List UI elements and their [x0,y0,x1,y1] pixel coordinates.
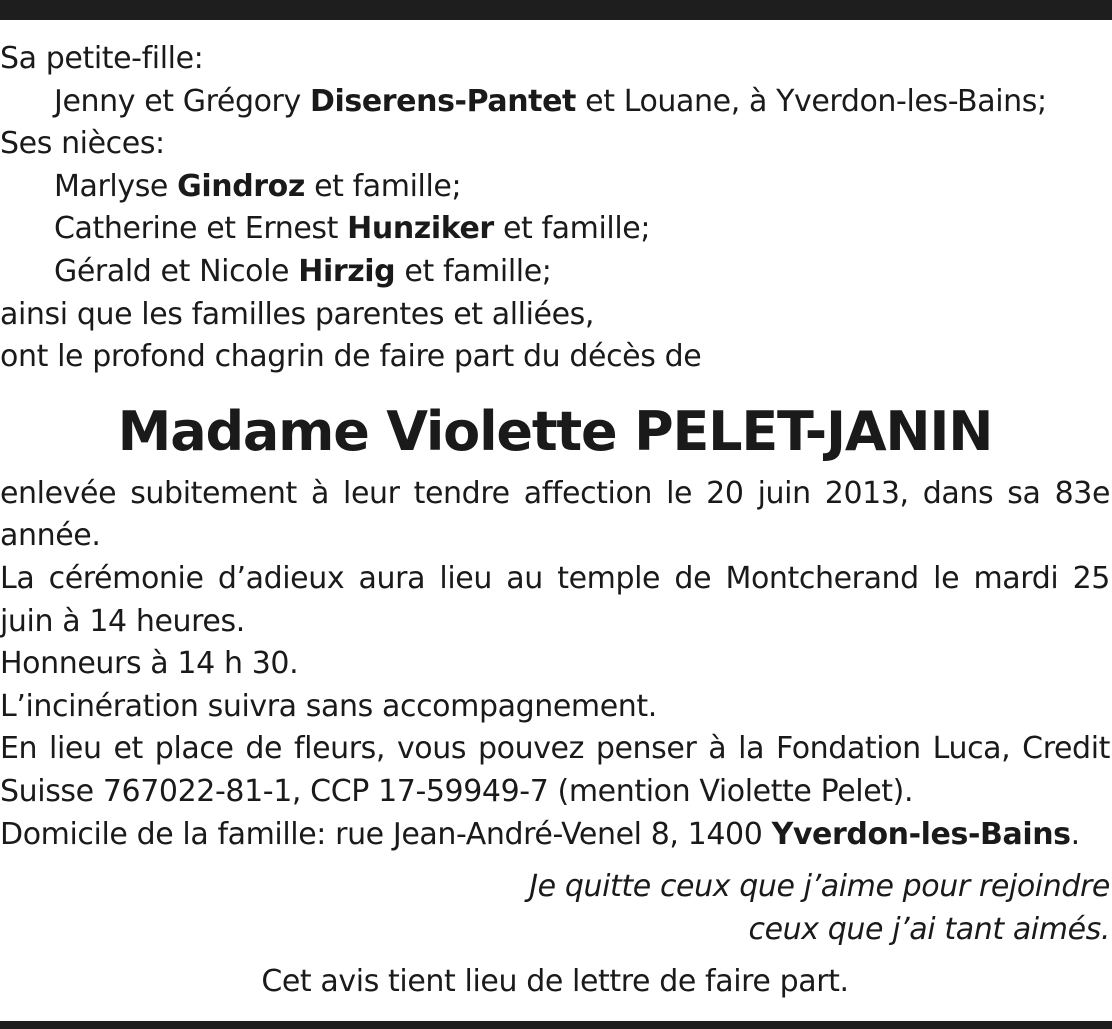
nieces-label: Ses nièces: [0,126,165,162]
niece-line [0,166,1110,209]
domicile-period: . [1070,816,1080,852]
epitaph-quote [0,866,1110,951]
niece-post: et famille; [493,211,651,247]
obituary-notice [0,38,1110,1004]
announcement: ont le profond chagrin de faire part du décès de [0,339,702,375]
footer-note: Cet avis tient lieu de lettre de faire part. [261,964,849,1000]
ceremony-text: La cérémonie d’adieux aura lieu au temple de Montcherand le mardi 25 juin à 14 heures. [0,560,1110,639]
deceased-name: Madame Violette PELET-JANIN [117,399,993,463]
granddaughter-label: Sa petite-fille: [0,41,204,76]
quote-line-1: Je quitte ceux que j’aime pour rejoindre [529,869,1110,905]
granddaughter-line [0,81,1110,124]
honours-text: Honneurs à 14 h 30. [0,646,299,682]
domicile-address: Domicile de la famille: rue Jean-André-Venel 8, 1400 [0,816,772,852]
niece-surname: Hunziker [347,211,494,247]
allied-families: ainsi que les familles parentes et alliées, [0,296,595,332]
niece-surname: Hirzig [298,253,396,289]
donations-text: En lieu et place de fleurs, vous pouvez penser à la Fondation Luca, Credit Suisse 767022-81-1, CCP 17-59949-7 (mention Violette Pelet). [0,731,1110,809]
niece-post: et famille; [395,253,552,289]
passing-text: enlevée subitement à leur tendre affection le 20 juin 2013, dans sa 83e année. [0,475,1110,554]
niece-pre: Marlyse [54,168,178,204]
granddaughter-post: et Louane, à Yverdon-les-Bains; [576,83,1047,119]
incineration-text: L’incinération suivra sans accompagnement. [0,688,657,724]
niece-line [0,208,1110,251]
quote-line-2: ceux que j’ai tant aimés. [748,911,1110,947]
bottom-rule [0,1021,1112,1029]
niece-pre: Gérald et Nicole [54,253,299,289]
niece-pre: Catherine et Ernest [54,211,348,247]
top-rule [0,0,1112,20]
domicile-city: Yverdon-les-Bains [771,816,1071,852]
granddaughter-pre: Jenny et Grégory [54,83,310,119]
domicile-text [0,814,1110,857]
niece-surname: Gindroz [177,168,305,204]
granddaughter-surname: Diserens-Pantet [309,83,576,119]
niece-line [0,251,1110,294]
niece-post: et famille; [304,168,462,204]
